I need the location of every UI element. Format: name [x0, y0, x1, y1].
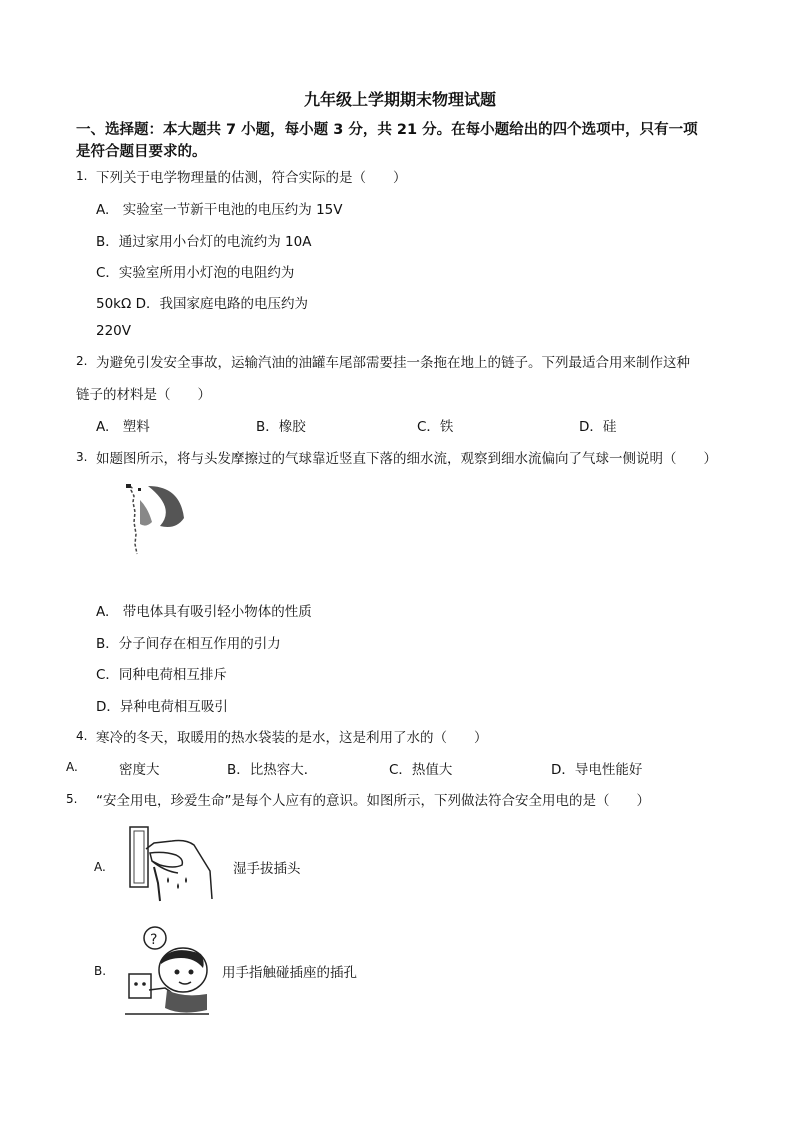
- question-5-stem: “安全用电，珍爱生命”是每个人应有的意识。如图所示，下列做法符合安全用电的是（ ）: [96, 793, 650, 809]
- question-5-option-b-label: B.: [94, 964, 107, 978]
- question-2-stem-line2: 链子的材料是（ ）: [76, 387, 211, 403]
- question-1-option-a: A. 实验室一节新干电池的电压约为 15V: [96, 202, 343, 218]
- page-title: 九年级上学期期末物理试题: [304, 90, 497, 109]
- question-2-option-a: A. 塑料: [96, 419, 150, 435]
- question-3-option-c: C．同种电荷相互排斥: [96, 667, 227, 683]
- svg-text:?: ?: [150, 932, 158, 948]
- question-3-number: 3.: [76, 450, 88, 464]
- section-heading-line1: 一、选择题：本大题共 7 小题，每小题 3 分，共 21 分。在每小题给出的四个选项中，只有一项: [76, 122, 698, 138]
- question-1-option-c: C．实验室所用小灯泡的电阻约为: [96, 265, 295, 281]
- question-2-stem-line1: 为避免引发安全事故，运输汽油的油罐车尾部需要挂一条拖在地上的链子。下列最适合用来制作这种: [96, 355, 690, 371]
- question-3-option-d: D．异种电荷相互吸引: [96, 699, 228, 715]
- question-5-option-a-text: 湿手拔插头: [233, 861, 301, 877]
- child-touching-socket-figure: [121, 924, 217, 1020]
- question-2-option-d: D．硅: [579, 419, 617, 435]
- question-4-option-c: C．热值大: [389, 762, 453, 778]
- question-2-option-c: C．铁: [417, 419, 454, 435]
- question-5-option-b-text: 用手指触碰插座的插孔: [222, 965, 357, 981]
- balloon-water-stream-figure: [118, 478, 190, 560]
- question-2-number: 2.: [76, 354, 88, 368]
- question-5-number: 5.: [66, 792, 78, 806]
- question-2-option-b: B．橡胶: [256, 419, 306, 435]
- question-4-option-d: D．导电性能好: [551, 762, 643, 778]
- question-1-number: 1.: [76, 169, 88, 183]
- wet-hand-unplug-figure: [124, 823, 216, 905]
- question-1-option-c-d: 50kΩ D．我国家庭电路的电压约为: [96, 296, 308, 312]
- question-3-stem: 如题图所示，将与头发摩擦过的气球靠近竖直下落的细水流，观察到细水流偏向了气球一侧说明（ ）: [96, 451, 717, 467]
- question-3-option-b: B．分子间存在相互作用的引力: [96, 636, 281, 652]
- question-5-option-a-label: A.: [94, 860, 106, 874]
- question-3-option-a: A. 带电体具有吸引轻小物体的性质: [96, 604, 312, 620]
- question-1-option-d-value: 220V: [96, 323, 132, 339]
- section-heading-line2: 是符合题目要求的。: [76, 144, 207, 160]
- question-4-option-a: 密度大: [119, 762, 160, 778]
- question-4-number: 4.: [76, 729, 88, 743]
- question-4-stem: 寒冷的冬天，取暖用的热水袋装的是水，这是利用了水的（ ）: [96, 730, 488, 746]
- question-4-option-b: B．比热容大．: [227, 762, 318, 778]
- question-1-stem: 下列关于电学物理量的估测，符合实际的是（ ）: [96, 170, 407, 186]
- question-1-option-b: B．通过家用小台灯的电流约为 10A: [96, 234, 312, 250]
- question-4-option-a-label: A.: [66, 760, 78, 774]
